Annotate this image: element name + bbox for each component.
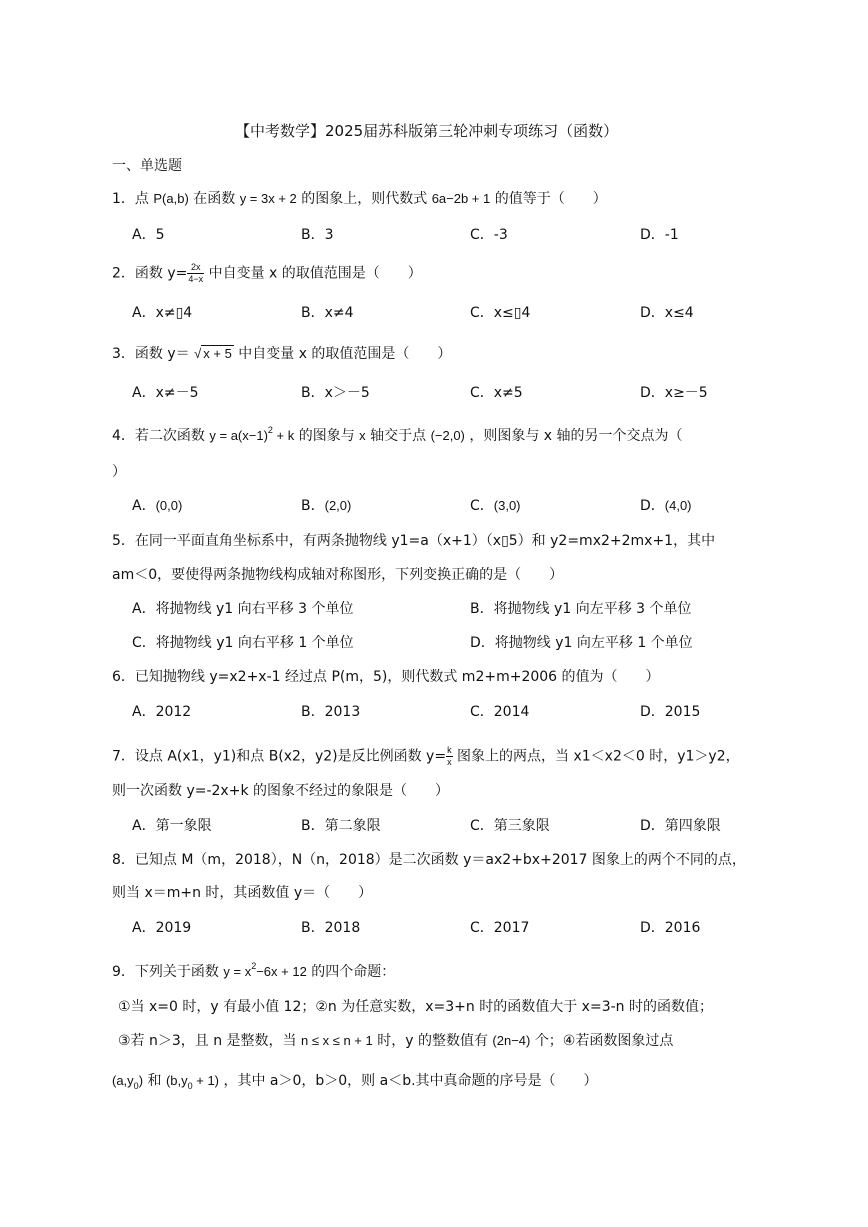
question-7-line-2: 则一次函数 y=-2x+k 的图象不经过的象限是（ ） <box>112 783 449 799</box>
page-title: 【中考数学】2025届苏科版第三轮冲刺专项练习（函数） <box>235 122 619 140</box>
q4-option-b: B．(2,0) <box>301 498 352 514</box>
q1-option-b: B．3 <box>301 227 334 243</box>
q8-option-c: C．2017 <box>470 920 530 936</box>
section-heading: 一、单选题 <box>112 158 182 174</box>
fraction: $\frac{k}{x}$ <box>447 745 452 767</box>
q6-option-b: B．2013 <box>301 704 361 720</box>
q1-option-d: D．-1 <box>640 227 679 243</box>
q2-option-d: D．x≤4 <box>640 305 694 321</box>
q4-option-d: D．(4,0) <box>640 498 692 514</box>
q3-option-a: A．x≠－5 <box>132 385 199 401</box>
q6-option-c: C．2014 <box>470 704 530 720</box>
q7-option-d: D．第四象限 <box>640 818 721 834</box>
question-9-line-4: $(a,y_0)$ 和 $(b,y_0 + 1)$ ，其中 a＞0，b＞0，则 a＜b.其中真命题的序号是（ ） <box>112 1073 598 1091</box>
question-3: 3．函数 y＝ √ x + 5 中自变量 x 的取值范围是（ ） <box>112 346 452 362</box>
square-root: √ x + 5 <box>194 346 232 361</box>
q3-option-d: D．x≥－5 <box>640 385 708 401</box>
fraction: $\frac{2x}{4-x}$ <box>188 262 204 284</box>
q5-option-d: D．将抛物线 y1 向左平移 1 个单位 <box>470 635 693 651</box>
q7-option-b: B．第二象限 <box>301 818 381 834</box>
q2-option-b: B．x≠4 <box>301 305 354 321</box>
q8-option-b: B．2018 <box>301 920 361 936</box>
question-6: 6．已知抛物线 y=x2+x-1 经过点 P(m，5)，则代数式 m2+m+2006 的值为（ ） <box>112 669 660 685</box>
q2-option-c: C．x≤▯4 <box>470 305 531 321</box>
q3-option-c: C．x≠5 <box>470 385 523 401</box>
q5-option-a: A．将抛物线 y1 向右平移 3 个单位 <box>132 601 354 617</box>
question-4-cont: ） <box>112 464 126 480</box>
question-9-line-1: 9．下列关于函数 $y = x^2-6x + 12$ 的四个命题： <box>112 961 396 980</box>
q1-option-a: A．5 <box>132 227 165 243</box>
q5-option-b: B．将抛物线 y1 向左平移 3 个单位 <box>470 601 692 617</box>
question-9-line-2: ①当 x=0 时，y 有最小值 12；②n 为任意实数，x=3+n 时的函数值大于 x=3-n 时的函数值； <box>118 999 713 1015</box>
question-9-line-3: ③若 n＞3，且 n 是整数，当 n ≤ x ≤ n + 1 时，y 的整数值有 (2n−4) 个；④若函数图象过点 <box>118 1033 674 1049</box>
question-4: 4．若二次函数 $y = a(x-1)^2 + k$ 的图象与 x 轴交于点 (−2,0) ，则图象与 x 轴的另一个交点为（ <box>112 425 683 444</box>
q7-option-a: A．第一象限 <box>132 818 212 834</box>
q7-option-c: C．第三象限 <box>470 818 550 834</box>
question-8-line-1: 8．已知点 M（m，2018），N（n，2018）是二次函数 y＝ax2+bx+2017 图象上的两个不同的点， <box>112 852 746 868</box>
question-2: 2．函数 y= $\frac{2x}{4-x}$ 中自变量 x 的取值范围是（ ） <box>112 262 422 284</box>
question-7-line-1: 7．设点 A(x1，y1)和点 B(x2，y2)是反比例函数 y= $\frac{k}{x}$ 图象上的两点，当 x1＜x2＜0 时，y1＞y2， <box>112 745 740 767</box>
q4-option-c: C．(3,0) <box>470 498 521 514</box>
q5-option-c: C．将抛物线 y1 向右平移 1 个单位 <box>132 635 354 651</box>
q8-option-a: A．2019 <box>132 920 192 936</box>
question-1: 1．点 P(a,b) 在函数 y = 3x + 2 的图象上，则代数式 6a−2b + 1 的值等于（ ） <box>112 191 607 207</box>
question-8-line-2: 则当 x＝m+n 时，其函数值 y＝（ ） <box>112 885 373 901</box>
q6-option-d: D．2015 <box>640 704 701 720</box>
q3-option-b: B．x＞－5 <box>301 385 370 401</box>
q2-option-a: A．x≠▯4 <box>132 305 193 321</box>
q8-option-d: D．2016 <box>640 920 701 936</box>
question-5-line-2: am＜0，要使得两条抛物线构成轴对称图形，下列变换正确的是（ ） <box>112 567 564 583</box>
q4-option-a: A．(0,0) <box>132 498 183 514</box>
q6-option-a: A．2012 <box>132 704 192 720</box>
q1-option-c: C．-3 <box>470 227 508 243</box>
question-5-line-1: 5．在同一平面直角坐标系中，有两条抛物线 y1=a（x+1）（x▯5）和 y2=mx2+2mx+1，其中 <box>112 533 716 549</box>
